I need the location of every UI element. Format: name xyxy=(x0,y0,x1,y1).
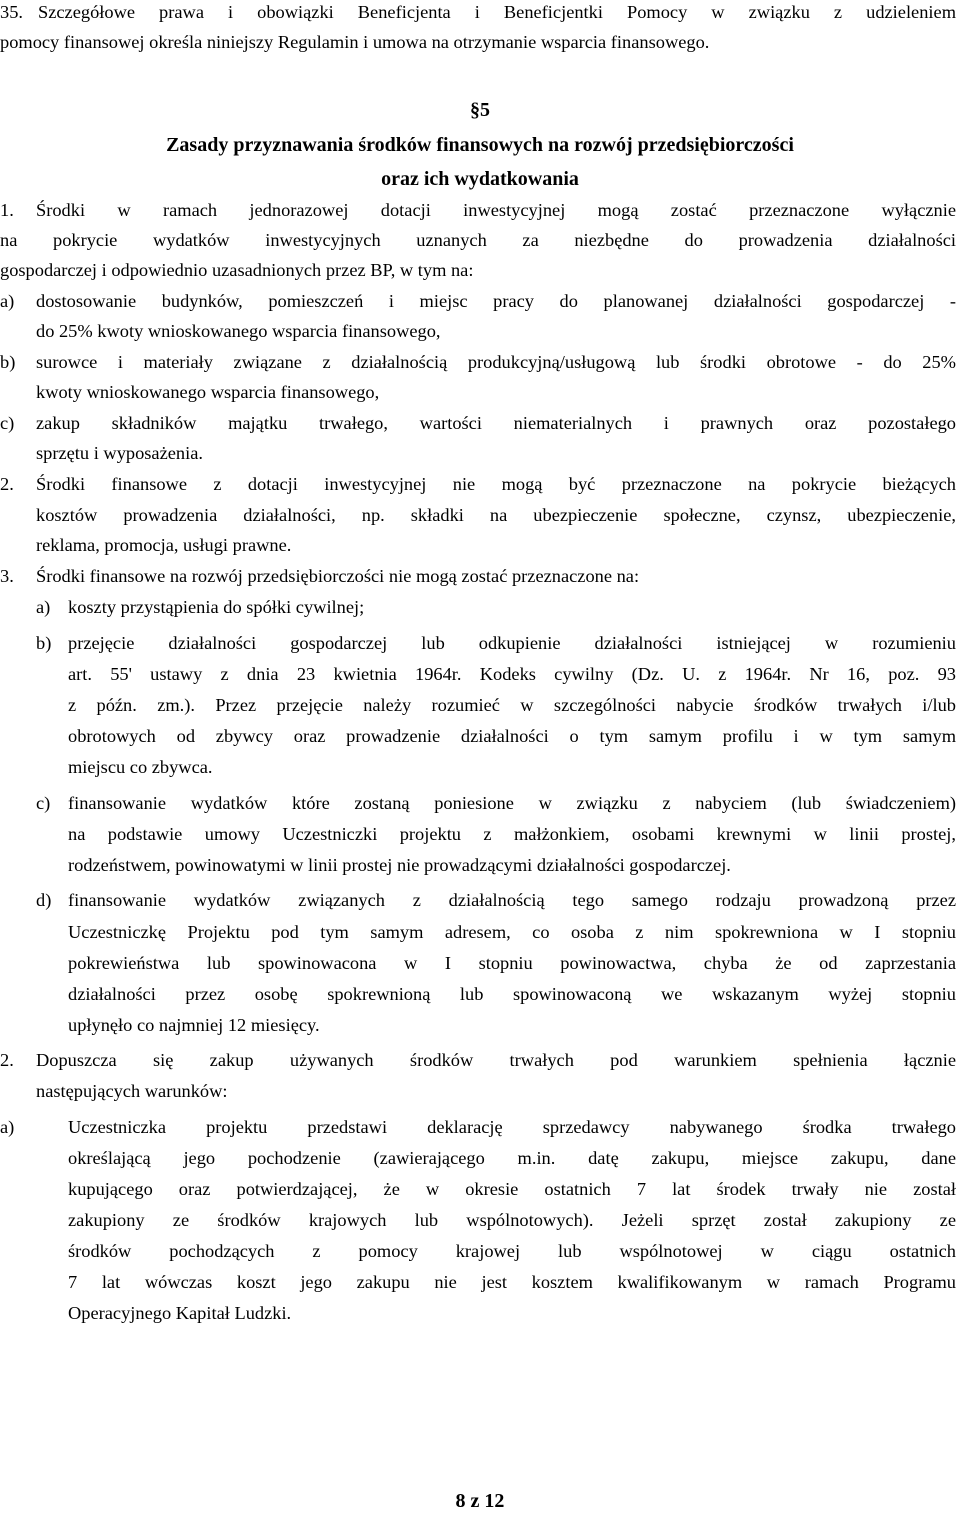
list-item-line: dostosowanie budynków, pomieszczeń i miejsc pracy do planowanej działalności gospodarczej - xyxy=(36,291,956,311)
list-item-line: sprzętu i wyposażenia. xyxy=(36,443,203,463)
list-item-label: b) xyxy=(36,633,52,653)
list-item-line: określającą jego pochodzenie (zawierającego m.in. datę zakupu, miejsce zakupu, dane xyxy=(68,1148,956,1168)
list-item-label: b) xyxy=(0,352,16,372)
list-item-line: surowce i materiały związane z działalnością produkcyjną/usługową lub środki obrotowe - do 25% xyxy=(36,352,956,372)
list-item-label: a) xyxy=(0,291,15,311)
list-item-line: zakup składników majątku trwałego, wartości niematerialnych i prawnych oraz pozostałego xyxy=(36,413,956,433)
list-item-line: z późn. zm.). Przez przejęcie należy rozumieć w szczególności nabycie środków trwałych i/lub xyxy=(68,695,956,715)
section-title-continued: oraz ich wydatkowania xyxy=(381,168,579,190)
list-item-line: koszty przystąpienia do spółki cywilnej; xyxy=(68,597,365,617)
list-item-line: Operacyjnego Kapitał Ludzki. xyxy=(68,1303,292,1323)
list-item-line: kupującego oraz potwierdzającej, że w okresie ostatnich 7 lat środek trwały nie został xyxy=(68,1179,956,1199)
point-number: 2. xyxy=(0,1050,14,1070)
list-item-line: na podstawie umowy Uczestniczki projektu z małżonkiem, osobami krewnymi w linii prostej, xyxy=(68,824,956,844)
list-item-label: c) xyxy=(36,793,51,813)
paragraph-line: kosztów prowadzenia działalności, np. składki na ubezpieczenie społeczne, czynsz, ubezpieczenie, xyxy=(36,505,956,525)
section-title: Zasady przyznawania środków finansowych na rozwój przedsiębiorczości xyxy=(166,134,794,156)
list-item-line: Uczestniczka projektu przedstawi deklarację sprzedawcy nabywanego środka trwałego xyxy=(68,1117,956,1137)
point-number: 2. xyxy=(0,474,14,494)
paragraph-line: Środki finansowe z dotacji inwestycyjnej nie mogą być przeznaczone na pokrycie bieżących xyxy=(36,474,956,494)
paragraph-line: gospodarczej i odpowiednio uzasadnionych przez BP, w tym na: xyxy=(0,260,474,280)
list-item-line: przejęcie działalności gospodarczej lub odkupienie działalności istniejącej w rozumieniu xyxy=(68,633,956,653)
list-item-line: miejscu co zbywca. xyxy=(68,757,213,777)
list-item-line: kwoty wnioskowanego wsparcia finansowego, xyxy=(36,382,380,402)
paragraph-line: Środki w ramach jednorazowej dotacji inwestycyjnej mogą zostać przeznaczone wyłącznie xyxy=(36,200,956,220)
point-number: 3. xyxy=(0,566,14,586)
point-number: 1. xyxy=(0,200,14,220)
list-item-line: rodzeństwem, powinowatymi w linii prostej nie prowadzącymi działalności gospodarczej. xyxy=(68,855,731,875)
list-item-line: środków pochodzących z pomocy krajowej lub wspólnotowej w ciągu ostatnich xyxy=(68,1241,956,1261)
list-item-line: 7 lat wówczas koszt jego zakupu nie jest kosztem kwalifikowanym w ramach Programu xyxy=(68,1272,956,1292)
paragraph-line: reklama, promocja, usługi prawne. xyxy=(36,535,292,555)
list-item-line: finansowanie wydatków związanych z działalnością tego samego rodzaju prowadzoną przez xyxy=(68,890,956,910)
paragraph-line: pomocy finansowej określa niniejszy Regulamin i umowa na otrzymanie wsparcia finansowego. xyxy=(0,32,710,52)
list-item-line: pokrewieństwa lub spowinowacona w I stopniu powinowactwa, chyba że od zaprzestania xyxy=(68,953,956,973)
paragraph-line: Dopuszcza się zakup używanych środków trwałych pod warunkiem spełnienia łącznie xyxy=(36,1050,956,1070)
list-item-label: a) xyxy=(0,1117,15,1137)
paragraph-line: na pokrycie wydatków inwestycyjnych uznanych za niezbędne do prowadzenia działalności xyxy=(0,230,956,250)
paragraph-line: Szczegółowe prawa i obowiązki Beneficjenta i Beneficjentki Pomocy w związku z udzieleniem xyxy=(38,2,956,22)
list-item-line: finansowanie wydatków które zostaną poniesione w związku z nabyciem (lub świadczeniem) xyxy=(68,793,956,813)
page-number: 8 z 12 xyxy=(455,1490,505,1512)
list-item-line: do 25% kwoty wnioskowanego wsparcia finansowego, xyxy=(36,321,441,341)
paragraph-line: następujących warunków: xyxy=(36,1081,228,1101)
paragraph-line: Środki finansowe na rozwój przedsiębiorczości nie mogą zostać przeznaczone na: xyxy=(36,566,640,586)
list-item-line: zakupiony ze środków krajowych lub wspólnotowych). Jeżeli sprzęt został zakupiony ze xyxy=(68,1210,956,1230)
list-item-line: Uczestniczkę Projektu pod tym samym adresem, co osoba z nim spokrewniona w I stopniu xyxy=(68,922,956,942)
paragraph-number: 35. xyxy=(0,2,23,22)
list-item-line: działalności przez osobę spokrewnioną lub spowinowaconą we wskazanym wyżej stopniu xyxy=(68,984,956,1004)
list-item-line: art. 55' ustawy z dnia 23 kwietnia 1964r. Kodeks cywilny (Dz. U. z 1964r. Nr 16, poz. 93 xyxy=(68,664,956,684)
list-item-line: upłynęło co najmniej 12 miesięcy. xyxy=(68,1015,320,1035)
list-item-label: a) xyxy=(36,597,51,617)
list-item-label: d) xyxy=(36,890,52,910)
list-item-label: c) xyxy=(0,413,15,433)
list-item-line: obrotowych od zbywcy oraz prowadzenie działalności o tym samym profilu i w tym samym xyxy=(68,726,956,746)
section-symbol: §5 xyxy=(470,99,490,121)
